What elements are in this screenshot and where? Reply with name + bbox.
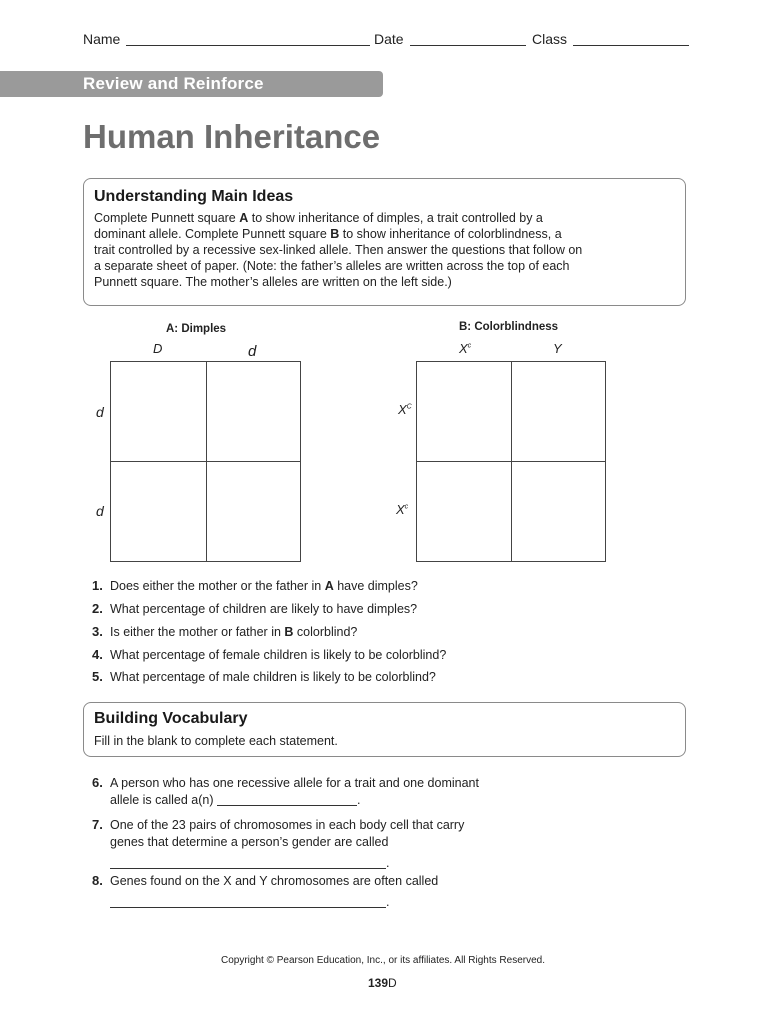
date-label: Date [374,31,404,47]
vocab-blank-8[interactable] [110,907,386,908]
punnett-a-cell-4[interactable] [206,461,301,562]
main-ideas-heading: Understanding Main Ideas [94,188,294,205]
main-ideas-line-3: trait controlled by a recessive sex-linked allele. Then answer the questions that follow on [94,243,583,257]
punnett-a-left-allele-2: d [96,503,104,519]
vocab-item-6: 6. A person who has one recessive allele for a trait and one dominant allele is called a(n) . [92,775,479,807]
vocab-item-7: 7. One of the 23 pairs of chromosomes in each body cell that carry genes that determine a person’s gender are called . [92,817,465,870]
punnett-a-cell-1[interactable] [110,361,207,462]
punnett-a-top-allele-2: d [248,343,257,360]
vocab-item-8: 8. Genes found on the X and Y chromosomes are often called . [92,873,439,909]
copyright-notice: Copyright © Pearson Education, Inc., or its affiliates. All Rights Reserved. [221,955,546,966]
punnett-b-top-allele-1: $X^c$ [459,341,472,356]
name-label: Name [83,31,121,47]
punnett-a-cell-3[interactable] [110,461,207,562]
vocab-instruction: Fill in the blank to complete each statement. [94,734,338,748]
page-title: Human Inheritance [83,118,381,155]
class-field [532,31,689,47]
punnett-b-label: B: Colorblindness [459,321,559,333]
class-blank[interactable] [573,31,689,46]
question-5: 5. What percentage of male children is likely to be colorblind? [92,669,436,684]
punnett-b-left-allele-1: $X^C$ [398,402,412,417]
punnett-square-a [110,361,301,562]
main-ideas-line-1: Complete Punnett square A to show inheritance of dimples, a trait controlled by a [94,211,543,225]
punnett-a-left-allele-1: d [96,404,104,420]
vocab-blank-6[interactable] [217,805,357,806]
date-blank[interactable] [410,31,526,46]
question-1: 1. Does either the mother or the father in A have dimples? [92,578,418,593]
punnett-b-top-allele-2: Y [553,341,562,356]
punnett-b-cell-2[interactable] [511,361,606,462]
punnett-b-left-allele-2: $X^c$ [396,502,409,517]
main-ideas-text [94,210,679,290]
banner-text: Review and Reinforce [83,74,264,93]
punnett-b-cell-3[interactable] [416,461,512,562]
name-blank[interactable] [126,31,370,46]
main-ideas-line-5: Punnett square. The mother’s alleles are written on the left side.) [94,275,452,289]
date-field [374,31,526,47]
section-banner [0,71,383,97]
question-3: 3. Is either the mother or father in B colorblind? [92,624,358,639]
class-label: Class [532,31,568,47]
main-ideas-line-2: dominant allele. Complete Punnett square B to show inheritance of colorblindness, a [94,227,562,241]
punnett-a-top-allele-1: D [153,341,163,356]
main-ideas-box [83,178,686,306]
vocab-heading: Building Vocabulary [94,710,248,727]
page-number: 139D [368,976,397,990]
punnett-a-label: A: Dimples [166,323,227,335]
punnett-square-b [416,361,606,562]
punnett-b-cell-1[interactable] [416,361,512,462]
punnett-a-cell-2[interactable] [206,361,301,462]
question-4: 4. What percentage of female children is likely to be colorblind? [92,647,447,662]
vocab-blank-7[interactable] [110,868,386,869]
vocab-box [83,702,686,757]
question-2: 2. What percentage of children are likely to have dimples? [92,601,418,616]
main-ideas-line-4: a separate sheet of paper. (Note: the father’s alleles are written across the top of each [94,259,570,273]
name-field [83,31,370,47]
punnett-b-cell-4[interactable] [511,461,606,562]
